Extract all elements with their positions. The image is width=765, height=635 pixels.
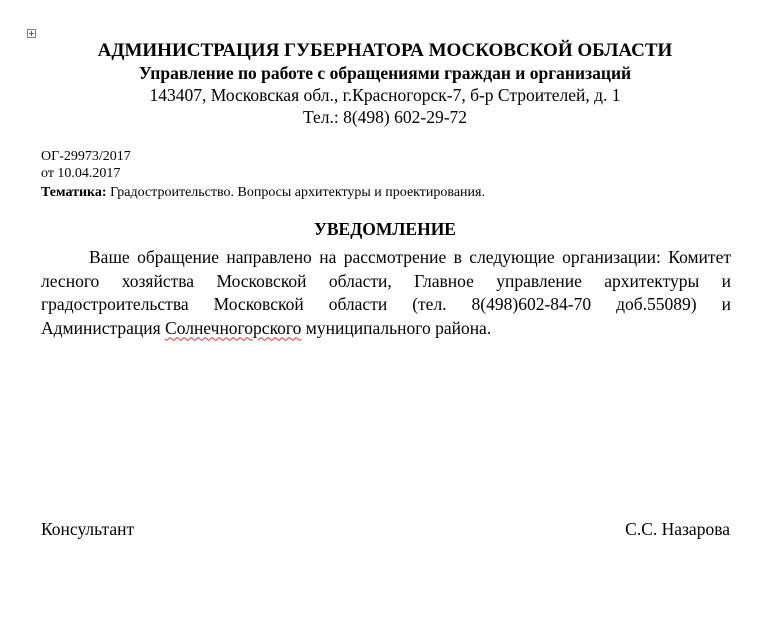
organization-title: АДМИНИСТРАЦИЯ ГУБЕРНАТОРА МОСКОВСКОЙ ОБЛАСТИ — [97, 40, 673, 61]
department-subtitle: Управление по работе с обращениями граждан и организаций — [138, 63, 632, 83]
document-number: ОГ-29973/2017 — [41, 149, 131, 164]
organization-phone: Тел.: 8(498) 602-29-72 — [302, 107, 468, 127]
notice-title: УВЕДОМЛЕНИЕ — [314, 219, 456, 239]
spellcheck-flagged-word[interactable]: Солнечногорского — [165, 317, 302, 338]
topic-value: Градостроительство. Вопросы архитектуры и проектирования. — [106, 185, 485, 200]
table-move-handle-icon[interactable] — [27, 29, 36, 38]
notice-body-part1: Ваше обращение направлено на рассмотрение в следующие организации: Комитет лесного хозяйства Московской области, Главное управление архитектуры и градостроительства Московской области (тел. 8(498)602-84-70 доб.55089) и Администрация — [41, 247, 731, 338]
document-date: от 10.04.2017 — [41, 166, 121, 181]
signatory-role: Консультант — [41, 519, 135, 539]
notice-body-part2: муниципального района. — [301, 317, 492, 338]
topic-label: Тематика: — [41, 185, 107, 200]
notice-body — [41, 246, 731, 340]
document-topic — [41, 184, 485, 201]
organization-address: 143407, Московская обл., г.Красногорск-7, б-р Строителей, д. 1 — [149, 85, 621, 105]
signatory-name: С.С. Назарова — [625, 519, 730, 539]
